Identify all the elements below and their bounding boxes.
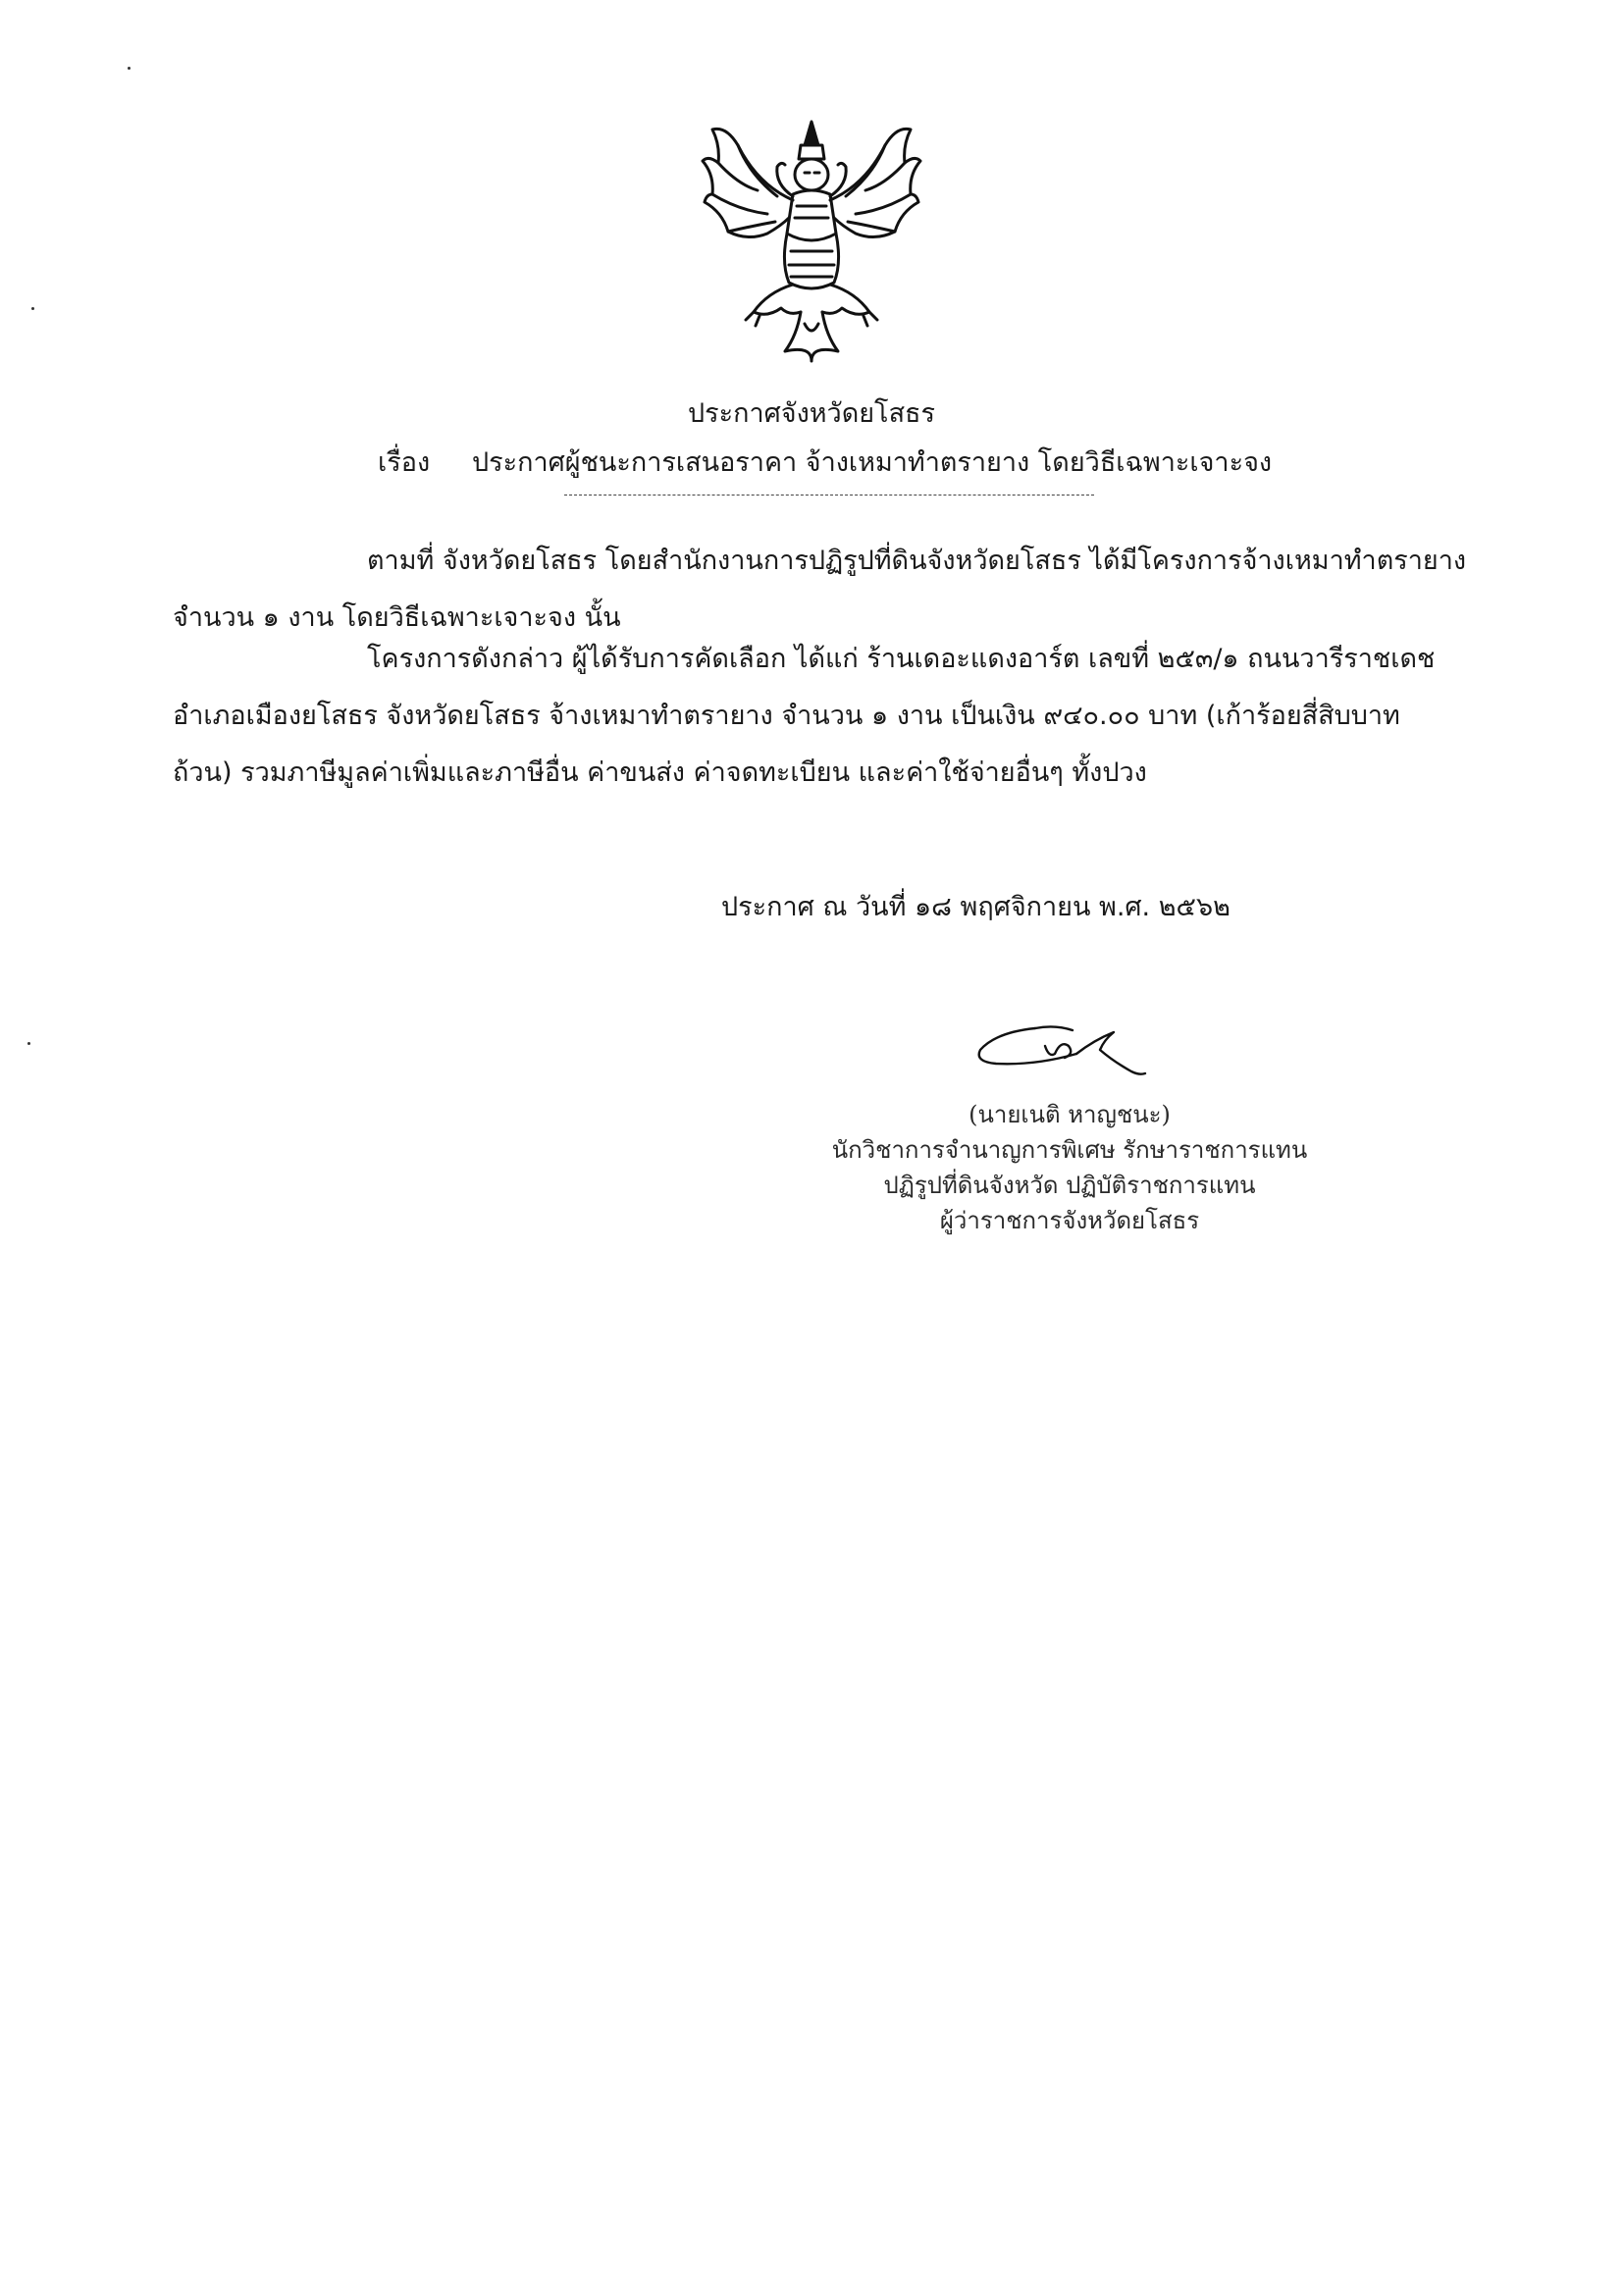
signatory-name: (นายเนติ หาญชนะ) [969, 1101, 1171, 1128]
handwritten-signature [967, 1011, 1153, 1089]
announcement-date: ประกาศ ณ วันที่ ๑๘ พฤศจิกายน พ.ศ. ๒๕๖๒ [721, 892, 1230, 922]
subject-label: เรื่อง [378, 447, 431, 478]
paragraph-1-line-2: จำนวน ๑ งาน โดยวิธีเฉพาะเจาะจง นั้น [173, 602, 621, 633]
signatory-position-3: ผู้ว่าราชการจังหวัดยโสธร [939, 1207, 1200, 1234]
signatory-block [746, 1097, 1393, 1238]
document-title: ประกาศจังหวัดยโสธร [687, 398, 936, 429]
garuda-emblem-icon [699, 116, 924, 369]
signatory-position-2: ปฏิรูปที่ดินจังหวัด ปฏิบัติราชการแทน [883, 1172, 1256, 1199]
paragraph-2-line-1: โครงการดังกล่าว ผู้ได้รับการคัดเลือก ได้แก่ ร้านเดอะแดงอาร์ต เลขที่ ๒๕๓/๑ ถนนวารีราชเดช [367, 644, 1436, 674]
paragraph-1-line-1: ตามที่ จังหวัดยโสธร โดยสำนักงานการปฏิรูปที่ดินจังหวัดยโสธร ได้มีโครงการจ้างเหมาทำตรายาง [367, 546, 1467, 576]
subject-text: ประกาศผู้ชนะการเสนอราคา จ้างเหมาทำตรายาง โดยวิธีเฉพาะเจาะจง [472, 447, 1273, 478]
paragraph-2-line-3: ถ้วน) รวมภาษีมูลค่าเพิ่มและภาษีอื่น ค่าขนส่ง ค่าจดทะเบียน และค่าใช้จ่ายอื่นๆ ทั้งปวง [173, 757, 1147, 788]
signatory-position-1: นักวิชาการจำนาญการพิเศษ รักษาราชการแทน [831, 1136, 1308, 1164]
scan-speck [128, 67, 131, 70]
dashed-divider [564, 495, 1094, 496]
subject-line [378, 444, 1272, 483]
scan-speck [31, 307, 34, 310]
paragraph-2-line-2: อำเภอเมืองยโสธร จังหวัดยโสธร จ้างเหมาทำตรายาง จำนวน ๑ งาน เป็นเงิน ๙๔๐.๐๐ บาท (เก้าร้อยสี่สิบบาท [173, 701, 1400, 731]
scan-speck [27, 1042, 30, 1045]
